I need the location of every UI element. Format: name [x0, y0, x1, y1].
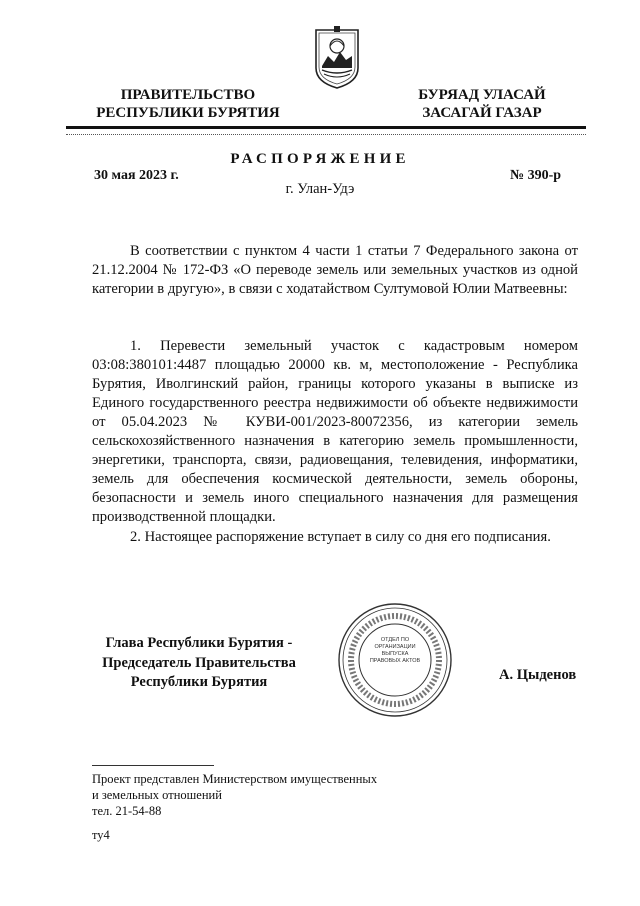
document-date: 30 мая 2023 г. — [94, 168, 179, 183]
footer-line1: Проект представлен Министерством имущественных — [92, 772, 378, 786]
stamp-inner-text: ОТДЕЛ ПО ОРГАНИЗАЦИИ ВЫПУСКА ПРАВОВЫХ АКТОВ — [369, 637, 421, 664]
header-right — [408, 86, 556, 122]
item-2-paragraph: 2. Настоящее распоряжение вступает в силу со дня его подписания. — [130, 529, 551, 545]
footer-note — [92, 771, 377, 819]
header-right-line2: ЗАСАГАЙ ГАЗАР — [422, 105, 542, 121]
header-rule-dotted — [66, 134, 586, 135]
signatory-title-line3: Республики Бурятия — [130, 674, 268, 690]
coat-of-arms-emblem — [312, 22, 362, 90]
footer-divider — [92, 765, 214, 766]
header-right-line1: БУРЯАД УЛАСАЙ — [418, 87, 546, 103]
intro-paragraph: В соответствии с пунктом 4 части 1 статьи 7 Федерального закона от 21.12.2004 № 172-ФЗ «О переводе земель или земельных участков из одной категории в другую», в связи с ходатайством Султумовой Юлии Матвеевны: — [92, 243, 578, 297]
header-left-line2: РЕСПУБЛИКИ БУРЯТИЯ — [96, 105, 280, 121]
signatory-name: А. Цыденов — [499, 667, 577, 683]
item-1-paragraph: 1. Перевести земельный участок с кадастровым номером 03:08:380101:4487 площадью 20000 кв. м, местоположение - Республика Бурятия, Иволгинский район, границы которого указаны в выписке из Единого государственного реестра недвижимости об объекте недвижимости от 05.04.2023 № КУВИ-001/2023-80072356, из категории земель сельскохозяйственного назначения в категорию земель промышленности, энергетики, транспорта, связи, радиовещания, телевидения, информатики, земель для обеспечения космической деятельности, земель обороны, безопасности и земель иного специального назначения для размещения производственной площадки. — [92, 338, 578, 525]
header-left-line1: ПРАВИТЕЛЬСТВО — [120, 87, 256, 103]
header-left — [90, 86, 286, 122]
signatory-title-line1: Глава Республики Бурятия - — [105, 635, 293, 651]
document-title: РАСПОРЯЖЕНИЕ — [230, 151, 410, 167]
footer-line2: и земельных отношений — [92, 788, 222, 802]
official-stamp — [336, 601, 454, 719]
footer-phone: тел. 21-54-88 — [92, 804, 162, 818]
header-rule-thick — [66, 126, 586, 129]
document-city: г. Улан-Удэ — [285, 181, 355, 197]
document-number: № 390-р — [510, 168, 562, 183]
signatory-title-line2: Председатель Правительства — [102, 654, 296, 671]
signatory-title — [92, 634, 306, 693]
footer-code: ту4 — [92, 828, 110, 842]
